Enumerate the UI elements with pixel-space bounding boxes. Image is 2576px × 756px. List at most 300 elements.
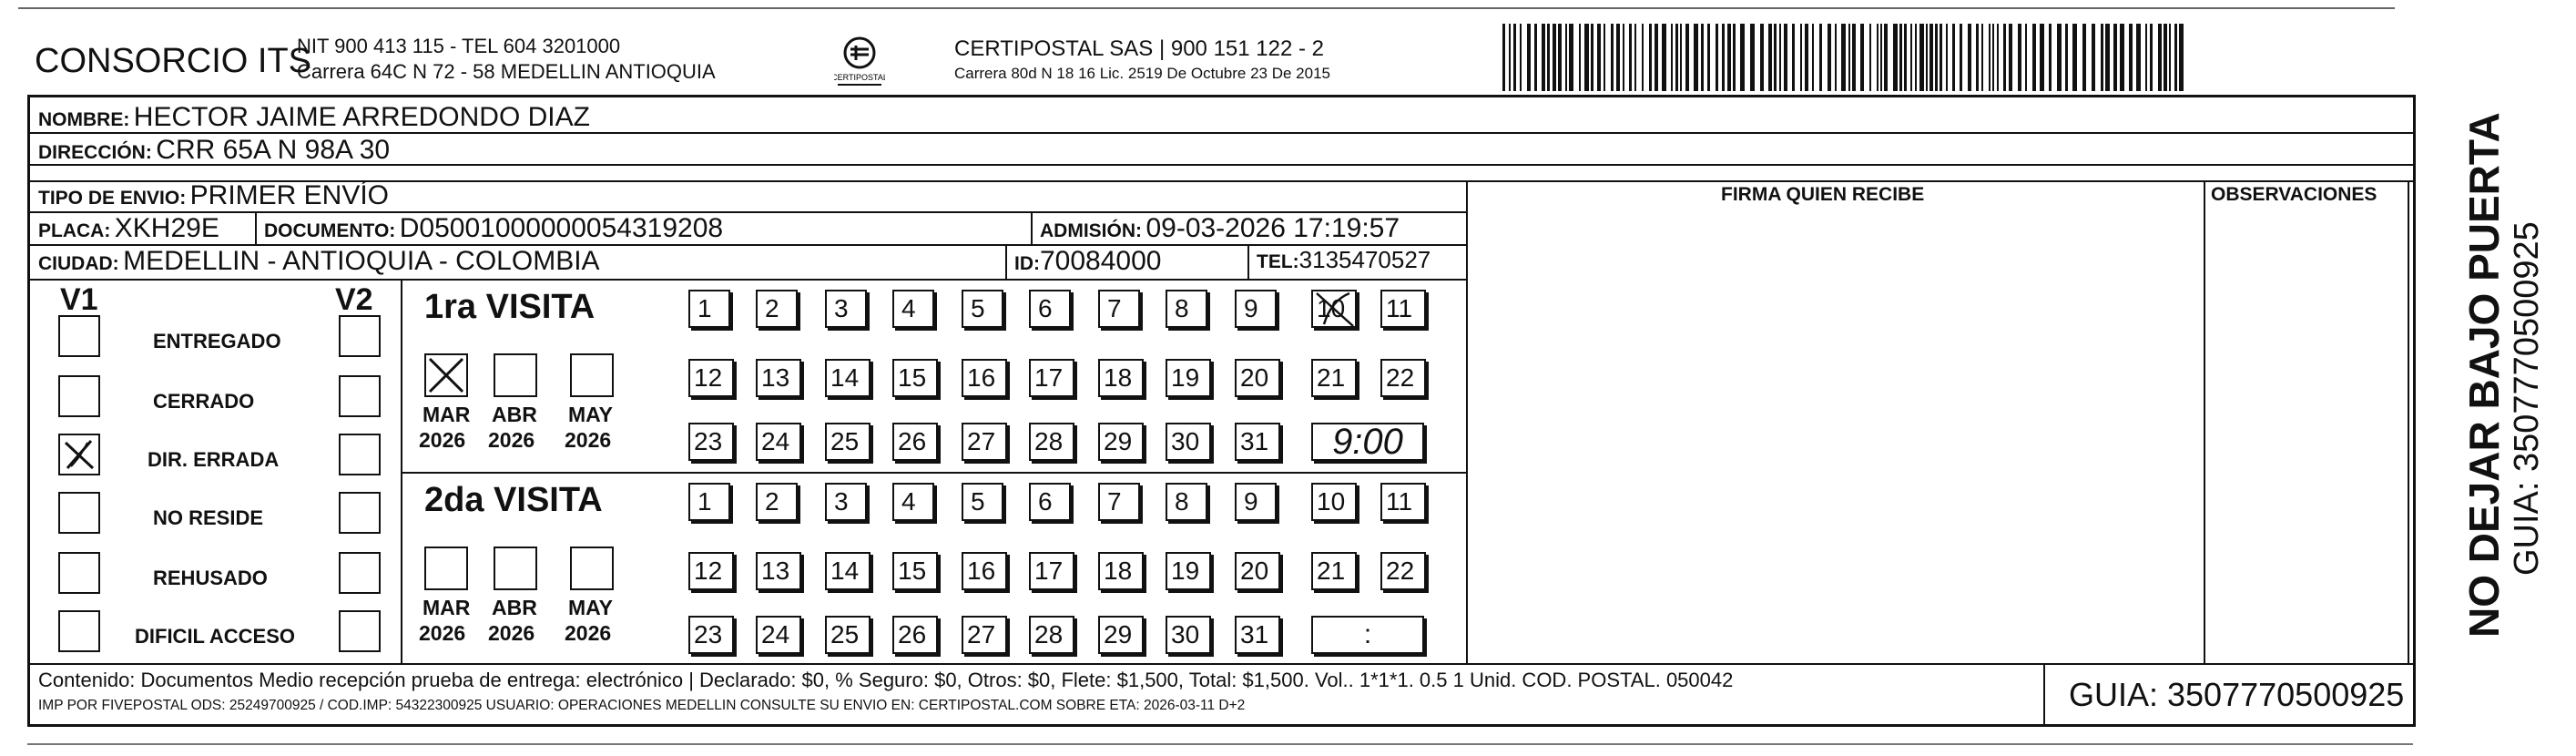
barcode-bar	[1946, 24, 1948, 91]
day-box[interactable]	[1311, 290, 1357, 328]
day-number: 6	[1038, 294, 1053, 322]
day-box[interactable]	[1166, 290, 1207, 328]
day-box[interactable]	[1380, 290, 1426, 328]
barcode-bar	[1623, 24, 1624, 91]
day-box[interactable]	[825, 423, 871, 461]
day-number: 11	[1386, 487, 1413, 516]
admision-value: 09-03-2026 17:19:57	[1145, 213, 1400, 243]
barcode-bar	[1534, 24, 1537, 91]
day-box[interactable]	[892, 359, 938, 397]
barcode-bar	[1989, 24, 1991, 91]
year-label: 2026	[565, 428, 612, 452]
day-box[interactable]	[688, 552, 734, 590]
x-mark-icon	[1313, 291, 1359, 328]
placa-row	[38, 215, 219, 242]
frame-right	[2413, 95, 2416, 727]
col-line	[1466, 279, 1468, 663]
day-number: 11	[1386, 294, 1413, 322]
tel-row	[1257, 248, 1431, 271]
day-number: 25	[830, 427, 860, 455]
month-checkbox[interactable]	[570, 353, 614, 397]
day-number: 1	[697, 294, 712, 322]
ciudad-value: MEDELLIN - ANTIOQUIA - COLOMBIA	[123, 246, 600, 276]
barcode-bar	[2049, 24, 2052, 91]
barcode-bar	[1680, 24, 1682, 91]
barcode-bar	[1919, 24, 1924, 91]
barcode-bar	[1792, 24, 1795, 91]
barcode-bar	[1779, 24, 1781, 91]
barcode-bar	[1701, 24, 1704, 91]
barcode-bar	[1952, 24, 1955, 91]
day-box[interactable]	[756, 616, 801, 654]
month-checkbox[interactable]	[494, 547, 537, 590]
day-box[interactable]	[688, 423, 734, 461]
day-number: 28	[1034, 620, 1064, 649]
day-box[interactable]	[825, 552, 871, 590]
company-address: Carrera 64C N 72 - 58 MEDELLIN ANTIOQUIA	[297, 60, 716, 83]
day-box[interactable]	[1235, 552, 1280, 590]
month-checkbox[interactable]	[570, 547, 614, 590]
x-mark-icon	[426, 355, 466, 395]
side-guia: GUIA: 3507770500925	[2508, 221, 2546, 576]
day-number: 10	[1317, 487, 1346, 516]
barcode-bar	[1513, 24, 1516, 91]
row-line	[27, 279, 1466, 281]
barcode-bar	[1935, 24, 1938, 91]
documento-row	[264, 215, 723, 242]
day-number: 26	[898, 620, 927, 649]
direccion-value: CRR 65A N 98A 30	[156, 135, 391, 165]
day-number: 21	[1317, 557, 1346, 585]
barcode-bar	[1869, 24, 1871, 91]
col-line	[255, 211, 257, 244]
barcode-bar	[1899, 24, 1902, 91]
barcode-bar	[2169, 24, 2171, 91]
day-box[interactable]	[1029, 359, 1074, 397]
barcode-bar	[1960, 24, 1962, 91]
barcode-bar	[2150, 24, 2153, 91]
barcode-bar	[1884, 24, 1888, 91]
status-label: DIFICIL ACCESO	[135, 625, 296, 648]
barcode-bar	[1940, 24, 1942, 91]
day-box[interactable]	[756, 552, 801, 590]
day-box[interactable]	[1380, 483, 1426, 521]
day-number: 30	[1171, 427, 1200, 455]
barcode-bar	[2072, 24, 2077, 91]
ciudad-row	[38, 248, 600, 275]
month-label: ABR	[492, 403, 537, 426]
id-value: 70084000	[1040, 246, 1162, 276]
day-box[interactable]	[1166, 616, 1211, 654]
barcode-bar	[2092, 24, 2095, 91]
day-number: 24	[761, 427, 790, 455]
barcode-bar	[2129, 24, 2133, 91]
documento-label: DOCUMENTO:	[264, 220, 396, 241]
barcode-bar	[1860, 24, 1864, 91]
day-number: 29	[1104, 427, 1133, 455]
barcode-bar	[1784, 24, 1787, 91]
day-box[interactable]	[1166, 483, 1207, 521]
barcode-bar	[1968, 24, 1971, 91]
barcode-bar	[2082, 24, 2086, 91]
barcode-bar	[1981, 24, 1983, 91]
frame-left	[27, 95, 30, 727]
direccion-label: DIRECCIÓN:	[38, 142, 152, 163]
barcode-bar	[1502, 24, 1505, 91]
barcode-bar	[1805, 24, 1808, 91]
day-box[interactable]	[756, 423, 801, 461]
v2-checkbox[interactable]	[339, 434, 381, 475]
day-number: 27	[967, 427, 996, 455]
col-line	[2043, 663, 2045, 724]
row-line	[27, 663, 2413, 665]
barcode-bar	[1722, 24, 1725, 91]
barcode-bar	[2179, 24, 2184, 91]
bottom-rule	[27, 743, 2413, 745]
barcode-bar	[1740, 24, 1745, 91]
month-label: MAY	[568, 403, 613, 426]
day-number: 12	[694, 557, 723, 585]
month-checkbox[interactable]	[424, 547, 468, 590]
day-box[interactable]	[1029, 483, 1071, 521]
month-label: MAY	[568, 596, 613, 619]
barcode-bar	[2113, 24, 2117, 91]
month-label: ABR	[492, 596, 537, 619]
tel-value: 3135470527	[1298, 246, 1431, 273]
day-number: 13	[761, 557, 790, 585]
day-number: 31	[1240, 620, 1269, 649]
v1-header: V1	[60, 282, 98, 317]
month-checkbox[interactable]	[424, 353, 468, 397]
company-nit: NIT 900 413 115 - TEL 604 3201000	[297, 35, 621, 57]
barcode-bar	[1992, 24, 1994, 91]
day-number: 6	[1038, 487, 1053, 516]
day-box[interactable]	[1235, 359, 1280, 397]
barcode-bar	[1848, 24, 1850, 91]
day-number: 4	[901, 294, 916, 322]
documento-value: D05001000000054319208	[399, 213, 724, 243]
barcode-bar	[1634, 24, 1636, 91]
day-box[interactable]	[825, 616, 871, 654]
barcode-bar	[2164, 24, 2167, 91]
day-box[interactable]	[688, 290, 730, 328]
day-number: 5	[971, 487, 985, 516]
barcode-bar	[1579, 24, 1581, 91]
v1-checkbox[interactable]	[58, 375, 100, 417]
barcode-bar	[1604, 24, 1605, 91]
tipo-value: PRIMER ENVÍO	[189, 180, 390, 210]
day-number: 16	[967, 363, 996, 392]
content-line: Contenido: Documentos Medio recepción prueba de entrega: electrónico | Declarado: $0, % Seguro: $0, Otros: $0, Flete: $1,500, Total: $1,500. Vol.. 1*1*1. 0.5 1 Unid. COD. POSTAL. 050042	[38, 669, 1734, 691]
barcode-bar	[2158, 24, 2162, 91]
visit-separator	[401, 472, 1466, 474]
barcode-bar	[1760, 24, 1764, 91]
barcode-bar	[2018, 24, 2021, 91]
barcode-bar	[1828, 24, 1831, 91]
day-box[interactable]	[892, 423, 938, 461]
day-number: 23	[694, 620, 723, 649]
barcode-bar	[1812, 24, 1814, 91]
footer-guia: GUIA: 3507770500925	[2069, 676, 2405, 713]
day-number: 15	[898, 557, 927, 585]
day-number: 23	[694, 427, 723, 455]
barcode-bar	[2032, 24, 2036, 91]
barcode-bar	[1655, 24, 1658, 91]
barcode-bar	[1591, 24, 1593, 91]
barcode-bar	[1662, 24, 1666, 91]
barcode-bar	[1509, 24, 1511, 91]
v2-checkbox[interactable]	[339, 492, 381, 534]
day-box[interactable]	[1029, 552, 1074, 590]
col-line	[1031, 211, 1033, 244]
direccion-row	[38, 137, 390, 164]
day-box[interactable]	[962, 552, 1007, 590]
day-box[interactable]	[1311, 359, 1357, 397]
visit-title: 2da VISITA	[424, 481, 603, 519]
day-box[interactable]	[1380, 552, 1426, 590]
barcode-bar	[2025, 24, 2027, 91]
day-box[interactable]	[688, 483, 730, 521]
barcode-bar	[1707, 24, 1710, 91]
barcode-bar	[1774, 24, 1777, 91]
day-box[interactable]	[892, 483, 934, 521]
day-box[interactable]	[1098, 483, 1140, 521]
v2-checkbox[interactable]	[339, 552, 381, 594]
day-box[interactable]	[825, 483, 867, 521]
day-number: 15	[898, 363, 927, 392]
barcode-bar	[1904, 24, 1907, 91]
day-box[interactable]	[756, 359, 801, 397]
day-box[interactable]	[1166, 423, 1211, 461]
id-label: ID:	[1014, 253, 1040, 274]
status-label: CERRADO	[153, 390, 255, 413]
barcode-bar	[2040, 24, 2044, 91]
day-box[interactable]	[1380, 359, 1426, 397]
day-box[interactable]	[1166, 552, 1211, 590]
day-number: 28	[1034, 427, 1064, 455]
month-label: MAR	[423, 596, 471, 619]
barcode-bar	[2101, 24, 2103, 91]
barcode-bar	[1852, 24, 1856, 91]
time-value: 9:00	[1332, 422, 1403, 462]
x-mark-icon	[60, 435, 98, 474]
barcode-bar	[1671, 24, 1673, 91]
day-box[interactable]	[1029, 616, 1074, 654]
barcode-bar	[1727, 24, 1731, 91]
frame-bottom	[27, 724, 2413, 727]
day-number: 22	[1386, 557, 1415, 585]
v2-checkbox[interactable]	[339, 375, 381, 417]
day-number: 10	[1317, 294, 1346, 322]
v2-checkbox[interactable]	[339, 610, 381, 652]
day-box[interactable]	[1098, 423, 1144, 461]
day-box[interactable]	[962, 483, 1003, 521]
barcode-bar	[1584, 24, 1589, 91]
day-box[interactable]	[962, 290, 1003, 328]
barcode-bar	[2065, 24, 2068, 91]
day-number: 18	[1104, 557, 1133, 585]
nombre-row	[38, 104, 590, 131]
day-number: 25	[830, 620, 860, 649]
day-box[interactable]	[1098, 552, 1144, 590]
certipostal-license: Carrera 80d N 18 16 Lic. 2519 De Octubre 23 De 2015	[954, 65, 1330, 82]
barcode-bar	[2105, 24, 2110, 91]
time-box[interactable]	[1311, 616, 1424, 654]
barcode-bar	[1800, 24, 1802, 91]
barcode-bar	[1553, 24, 1556, 91]
admision-row	[1040, 215, 1400, 242]
v1-checkbox[interactable]	[58, 610, 100, 652]
barcode-bar	[1569, 24, 1573, 91]
col-line	[2408, 180, 2409, 663]
day-number: 18	[1104, 363, 1133, 392]
year-label: 2026	[488, 428, 535, 452]
day-number: 17	[1034, 363, 1064, 392]
barcode-bar	[1893, 24, 1898, 91]
certipostal-title: CERTIPOSTAL SAS | 900 151 122 - 2	[954, 36, 1324, 61]
barcode-bar	[1910, 24, 1912, 91]
barcode-bar	[1997, 24, 1999, 91]
day-box[interactable]	[892, 290, 934, 328]
day-number: 20	[1240, 557, 1269, 585]
day-number: 22	[1386, 363, 1415, 392]
barcode	[1502, 24, 2184, 91]
day-box[interactable]	[1235, 616, 1280, 654]
day-box[interactable]	[1029, 423, 1074, 461]
barcode-bar	[1716, 24, 1718, 91]
day-number: 21	[1317, 363, 1346, 392]
day-box[interactable]	[1311, 483, 1357, 521]
day-box[interactable]	[1235, 423, 1280, 461]
placa-value: XKH29E	[114, 213, 219, 243]
observaciones-header: OBSERVACIONES	[2211, 184, 2377, 205]
month-checkbox[interactable]	[494, 353, 537, 397]
v1-checkbox[interactable]	[58, 434, 100, 475]
day-number: 20	[1240, 363, 1269, 392]
col-line	[2204, 180, 2205, 663]
barcode-bar	[1929, 24, 1933, 91]
year-label: 2026	[419, 621, 466, 645]
time-value: :	[1363, 619, 1372, 649]
imp-line: IMP POR FIVEPOSTAL ODS: 25249700925 / COD.IMP: 54322300925 USUARIO: OPERACIONES MEDELLIN CONSULTE SU ENVIO EN: CERTIPOSTAL.COM SOBRE ETA: 2026-03-11 D+2	[38, 698, 1246, 713]
barcode-bar	[1649, 24, 1652, 91]
day-box[interactable]	[825, 359, 871, 397]
day-box[interactable]	[962, 616, 1007, 654]
nombre-value: HECTOR JAIME ARREDONDO DIAZ	[133, 102, 590, 132]
day-number: 29	[1104, 620, 1133, 649]
day-number: 31	[1240, 427, 1269, 455]
day-box[interactable]	[1311, 552, 1357, 590]
year-label: 2026	[419, 428, 466, 452]
barcode-bar	[1558, 24, 1562, 91]
day-box[interactable]	[892, 552, 938, 590]
day-box[interactable]	[756, 483, 798, 521]
year-label: 2026	[565, 621, 612, 645]
day-box[interactable]	[1098, 290, 1140, 328]
day-box[interactable]	[688, 616, 734, 654]
placa-label: PLACA:	[38, 220, 111, 241]
day-box[interactable]	[1029, 290, 1071, 328]
day-box[interactable]	[962, 359, 1007, 397]
day-box[interactable]	[688, 359, 734, 397]
status-label: REHUSADO	[153, 567, 268, 589]
barcode-bar	[1565, 24, 1567, 91]
day-box[interactable]	[962, 423, 1007, 461]
day-number: 9	[1244, 487, 1258, 516]
barcode-bar	[1915, 24, 1917, 91]
barcode-bar	[2009, 24, 2012, 91]
barcode-bar	[2003, 24, 2006, 91]
v1-checkbox[interactable]	[58, 315, 100, 357]
barcode-bar	[1926, 24, 1928, 91]
time-box[interactable]	[1311, 423, 1424, 461]
barcode-bar	[1877, 24, 1879, 91]
day-box[interactable]	[756, 290, 798, 328]
v1-checkbox[interactable]	[58, 552, 100, 594]
day-number: 7	[1107, 294, 1122, 322]
day-number: 17	[1034, 557, 1064, 585]
col-line	[1247, 244, 1249, 279]
certipostal-logo-icon	[834, 33, 885, 89]
barcode-bar	[1733, 24, 1736, 91]
day-number: 3	[834, 294, 849, 322]
day-number: 9	[1244, 294, 1258, 322]
day-number: 5	[971, 294, 985, 322]
day-box[interactable]	[825, 290, 867, 328]
id-row	[1014, 248, 1161, 275]
status-label: DIR. ERRADA	[148, 448, 280, 471]
tipo-row	[38, 182, 389, 209]
day-box[interactable]	[1235, 483, 1277, 521]
barcode-bar	[2057, 24, 2062, 91]
day-number: 19	[1171, 557, 1200, 585]
admision-label: ADMISIÓN:	[1040, 220, 1142, 241]
day-box[interactable]	[1098, 616, 1144, 654]
frame-top	[27, 95, 2413, 97]
ciudad-label: CIUDAD:	[38, 253, 119, 274]
day-number: 19	[1171, 363, 1200, 392]
day-box[interactable]	[1098, 359, 1144, 397]
day-number: 12	[694, 363, 723, 392]
barcode-bar	[1547, 24, 1550, 91]
day-number: 4	[901, 487, 916, 516]
barcode-bar	[1768, 24, 1772, 91]
col-line	[401, 279, 402, 663]
row-line	[27, 132, 2413, 134]
no-dejar-warning: NO DEJAR BAJO PUERTA	[2460, 112, 2508, 638]
day-box[interactable]	[1166, 359, 1211, 397]
day-box[interactable]	[892, 616, 938, 654]
day-box[interactable]	[1235, 290, 1277, 328]
barcode-bar	[1527, 24, 1531, 91]
barcode-bar	[2145, 24, 2147, 91]
year-label: 2026	[488, 621, 535, 645]
col-line	[1005, 244, 1007, 279]
day-number: 3	[834, 487, 849, 516]
barcode-bar	[2120, 24, 2124, 91]
day-number: 13	[761, 363, 790, 392]
barcode-bar	[1694, 24, 1698, 91]
v1-checkbox[interactable]	[58, 492, 100, 534]
barcode-bar	[1880, 24, 1882, 91]
barcode-bar	[1685, 24, 1689, 91]
barcode-bar	[1835, 24, 1837, 91]
tipo-label: TIPO DE ENVIO:	[38, 188, 187, 209]
v2-checkbox[interactable]	[339, 315, 381, 357]
nombre-label: NOMBRE:	[38, 109, 130, 130]
barcode-bar	[1629, 24, 1632, 91]
barcode-bar	[1616, 24, 1620, 91]
